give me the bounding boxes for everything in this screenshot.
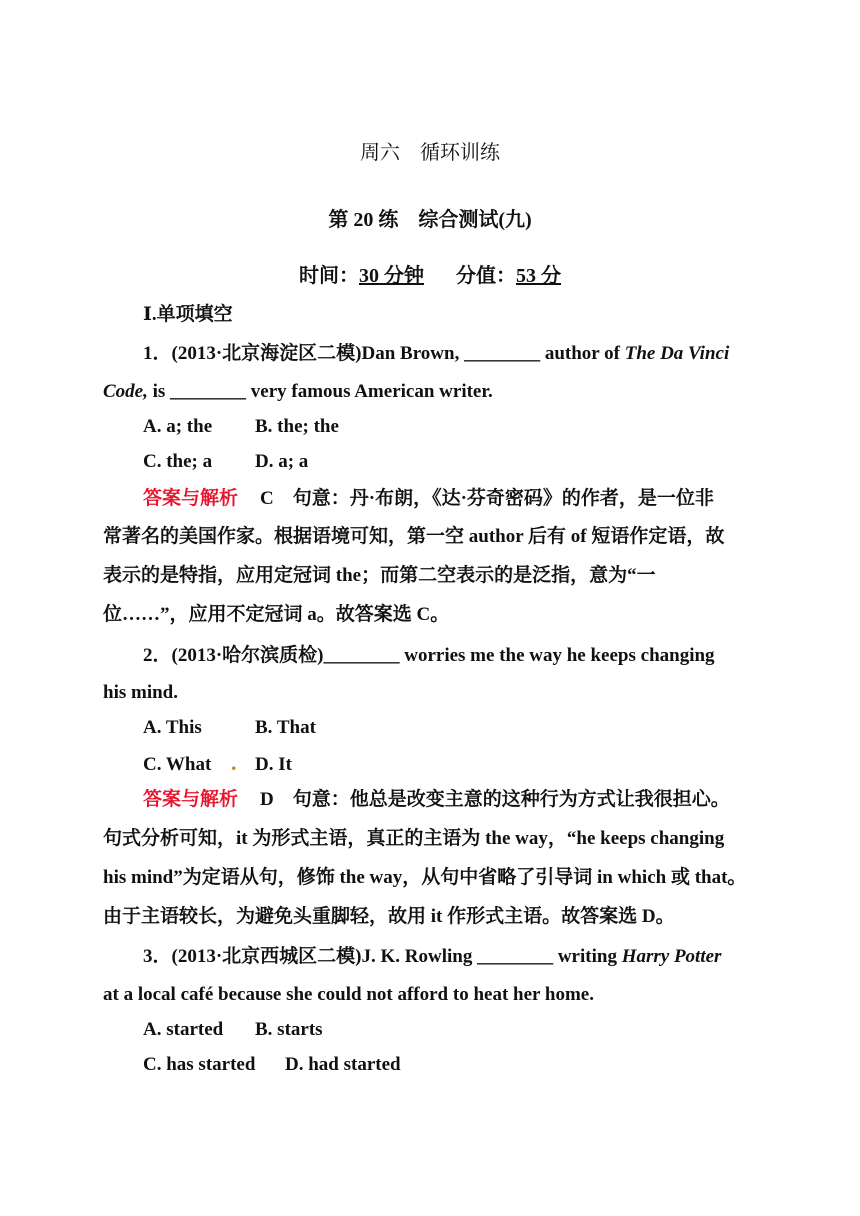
q3-stem-title: Harry Potter: [621, 946, 722, 967]
q2-options-row1: [143, 715, 316, 741]
q2-option-d: D. It: [255, 754, 292, 775]
q1-stem-line1: [143, 341, 729, 367]
q1-option-a: A. a; the: [143, 416, 213, 437]
q3-options-row1: [143, 1017, 323, 1043]
page-subtitle: [0, 207, 860, 233]
q3-option-a: A. started: [143, 1019, 224, 1040]
time-score-line: [0, 263, 860, 289]
q2-answer-line4: 由于主语较长，为避免头重脚轻，故用 it 作形式主语。故答案选 D。: [103, 906, 675, 927]
q1-answer-text1: C 句意：丹·布朗，《达·芬奇密码》的作者，是一位非: [260, 488, 714, 509]
q2-option-a: A. This: [143, 717, 202, 738]
q1-options-row2: [143, 449, 308, 475]
q1-option-b: B. the; the: [255, 416, 339, 437]
q1-answer-line1: [143, 485, 714, 512]
q1-option-c: C. the; a: [143, 451, 213, 472]
q1-answer-line4: 位……”，应用不定冠词 a。故答案选 C。: [103, 604, 450, 625]
q1-answer-label: 答案与解析: [143, 487, 239, 509]
q1-stem-b-title: Code,: [103, 381, 148, 402]
q2-answer-text1: D 句意：他总是改变主意的这种行为方式让我很担心。: [260, 789, 730, 810]
q3-option-d: D. had started: [285, 1054, 401, 1075]
q2-answer-line2: 句式分析可知，it 为形式主语，真正的主语为 the way，“he keeps changing: [103, 828, 725, 849]
subtitle-text: 第 20 练 综合测试(九): [328, 209, 532, 231]
q3-stem-line1: [143, 944, 721, 970]
q1-stem-a: 1．(2013·北京海淀区二模)Dan Brown, ________ author of: [143, 343, 625, 364]
q1-stem-title: The Da Vinci: [624, 343, 730, 364]
q2-answer-line3: his mind”为定语从句，修饰 the way，从句中省略了引导词 in which 或 that。: [103, 867, 747, 888]
q2-stem-line1: 2．(2013·哈尔滨质检)________ worries me the way he keeps changing: [143, 645, 715, 666]
q1-answer-line3: 表示的是特指，应用定冠词 the；而第二空表示的是泛指，意为“一: [103, 565, 656, 586]
q2-option-c: C. What: [143, 754, 212, 775]
q1-stem-b: is ________ very famous American writer.: [147, 381, 493, 402]
score-label: 分值：: [456, 265, 516, 287]
time-label: 时间：: [299, 265, 359, 287]
q1-answer-line2: 常著名的美国作家。根据语境可知，第一空 author 后有 of 短语作定语，故: [103, 526, 725, 547]
q2-answer-line1: [143, 786, 730, 813]
q3-option-b: B. starts: [255, 1019, 323, 1040]
q2-option-b: B. That: [255, 717, 316, 738]
q2-answer-label: 答案与解析: [143, 788, 239, 810]
q2-stem-line2: his mind.: [103, 682, 178, 703]
section-title: Ⅰ.单项填空: [143, 304, 233, 325]
q3-stem-line2: at a local café because she could not afford to heat her home.: [103, 984, 594, 1005]
q1-option-d: D. a; a: [255, 451, 309, 472]
page-title: 周六 循环训练: [360, 140, 500, 164]
time-value: 30 分钟: [359, 265, 424, 287]
score-value: 53 分: [516, 265, 561, 287]
q2-options-row2: [143, 750, 292, 778]
mark-dot: .: [231, 750, 237, 775]
q3-stem-a: 3．(2013·北京西城区二模)J. K. Rowling ________ writing: [143, 946, 622, 967]
q3-option-c: C. has started: [143, 1054, 256, 1075]
q3-options-row2: [143, 1052, 401, 1078]
q1-options-row1: [143, 414, 339, 440]
q1-stem-line2: [103, 379, 493, 405]
